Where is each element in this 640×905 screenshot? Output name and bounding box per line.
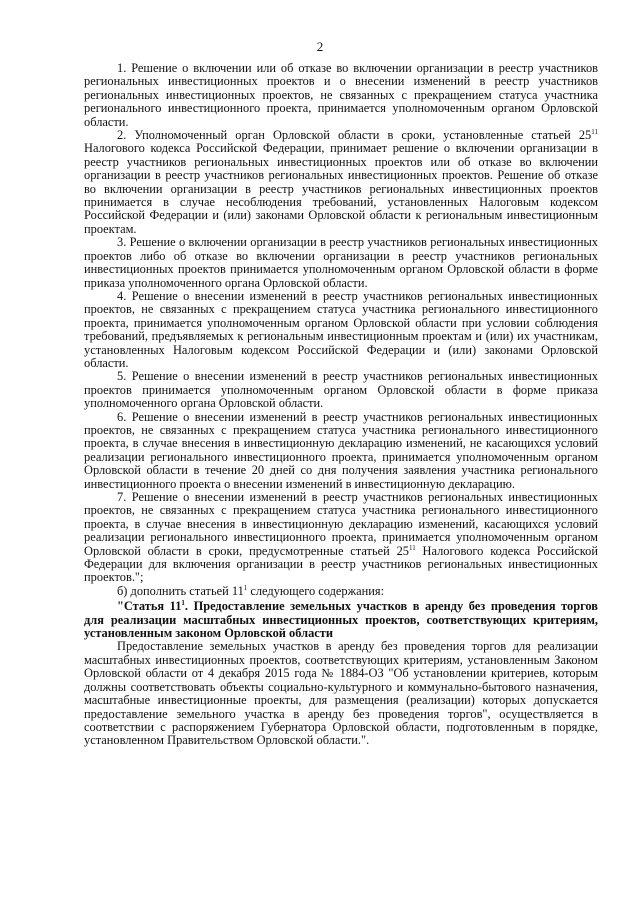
- paragraph-changes-terms: [84, 491, 598, 585]
- paragraph-amendment-intro: [84, 585, 598, 598]
- paragraph-text: Налогового кодекса Российской Федерации для включения организации в реестр участников региональных инвестиционных проектов.";: [84, 543, 598, 585]
- paragraph-text: 7. Решение о внесении изменений в реестр участников региональных инвестиционных проектов, не связанных с прекращением статуса участника регионального инвестиционного проекта, в случае внесения в инвестиционную декларацию изменений, касающихся условий реализации регионального инвестиционного проекта, принимается уполномоченным органом Орловской области в сроки, предусмотренные статьей 25: [84, 490, 598, 558]
- paragraph-decision-form: 3. Решение о включении организации в реестр участников региональных инвестиционных проектов либо об отказе во включении организации в реестр участников региональных инвестиционных проектов принимается уполномоченным органом Орловской области в форме приказа уполномоченного органа Орловской области.: [84, 235, 598, 290]
- superscript: 1: [181, 599, 185, 608]
- superscript: 1: [243, 583, 248, 592]
- superscript: 11: [591, 127, 598, 136]
- paragraph-changes-conditions: 4. Решение о внесении изменений в реестр участников региональных инвестиционных проектов, не связанных с прекращением статуса участника регионального инвестиционного проекта, принимается уполномоченным органом Орловской области при условии соблюдения требований, предъявляемых к региональным инвестиционным проектам и (или) их участникам, установленных Налоговым кодексом Российской Федерации и (или) законами Орловской области.: [84, 288, 598, 370]
- document-body: [84, 62, 598, 748]
- paragraph-decision-authority: 1. Решение о включении или об отказе во включении организации в реестр участников региональных инвестиционных проектов и о внесении изменений в реестр участников региональных инвестиционных проектов, не связанных с прекращением статуса участника регионального инвестиционного проекта, принимается уполномоченным органом Орловской области.: [84, 61, 598, 129]
- paragraph-text: следующего содержания:: [247, 583, 385, 598]
- paragraph-text: 2. Уполномоченный орган Орловской области в сроки, установленные статьей 25: [117, 128, 592, 143]
- paragraph-text: Налогового кодекса Российской Федерации, принимает решение о включении организации в реестр участников региональных инвестиционных проектов или об отказе во включении организации в реестр участников региональных инвестиционных проектов. Решение об отказе во включении организации в реестр участников региональных инвестиционных проектов принимается в случае несоблюдения требований, установленных Налоговым кодексом Российской Федерации и (или) законами Орловской области к региональным инвестиционным проектам.: [84, 141, 598, 236]
- superscript: 11: [408, 543, 416, 552]
- page-number: 2: [316, 39, 324, 54]
- article-heading-text: . Предоставление земельных участков в аренду без проведения торгов для реализации масштабных инвестиционных проектов, соответствующих критериям, установленным законом Орловской области: [84, 599, 598, 641]
- paragraph-text: б) дополнить статьей 11: [117, 583, 244, 598]
- paragraph-changes-20-days: 6. Решение о внесении изменений в реестр участников региональных инвестиционных проектов, не связанных с прекращением статуса участника регионального инвестиционного проекта, в случае внесения в инвестиционную декларацию изменений, не касающихся условий реализации регионального инвестиционного проекта, принимается уполномоченным органом Орловской области в течение 20 дней со дня получения заявления участника регионального инвестиционного проекта о внесении изменений в инвестиционную декларацию.: [84, 409, 598, 491]
- paragraph-changes-form: 5. Решение о внесении изменений в реестр участников региональных инвестиционных проектов принимается уполномоченным органом Орловской области в форме приказа уполномоченного органа Орловской области.: [84, 369, 598, 411]
- paragraph-decision-deadline: [84, 129, 598, 236]
- article-heading: [84, 600, 598, 640]
- paragraph-land-lease: Предоставление земельных участков в аренду без проведения торгов для реализации масштабных инвестиционных проектов, соответствующих критериям, установленным Законом Орловской области от 4 декабря 2015 года № 1884-ОЗ "Об установлении критериев, которым должны соответствовать объекты социально-культурного и коммунально-бытового назначения, масштабные инвестиционные проекты, для размещения (реализации) которых допускается предоставление земельного участка в аренду без проведения торгов", осуществляется в соответствии с распоряжением Губернатора Орловской области, подготовленным в порядке, установленном Правительством Орловской области.".: [84, 639, 598, 748]
- article-heading-text: "Статья 11: [117, 599, 182, 614]
